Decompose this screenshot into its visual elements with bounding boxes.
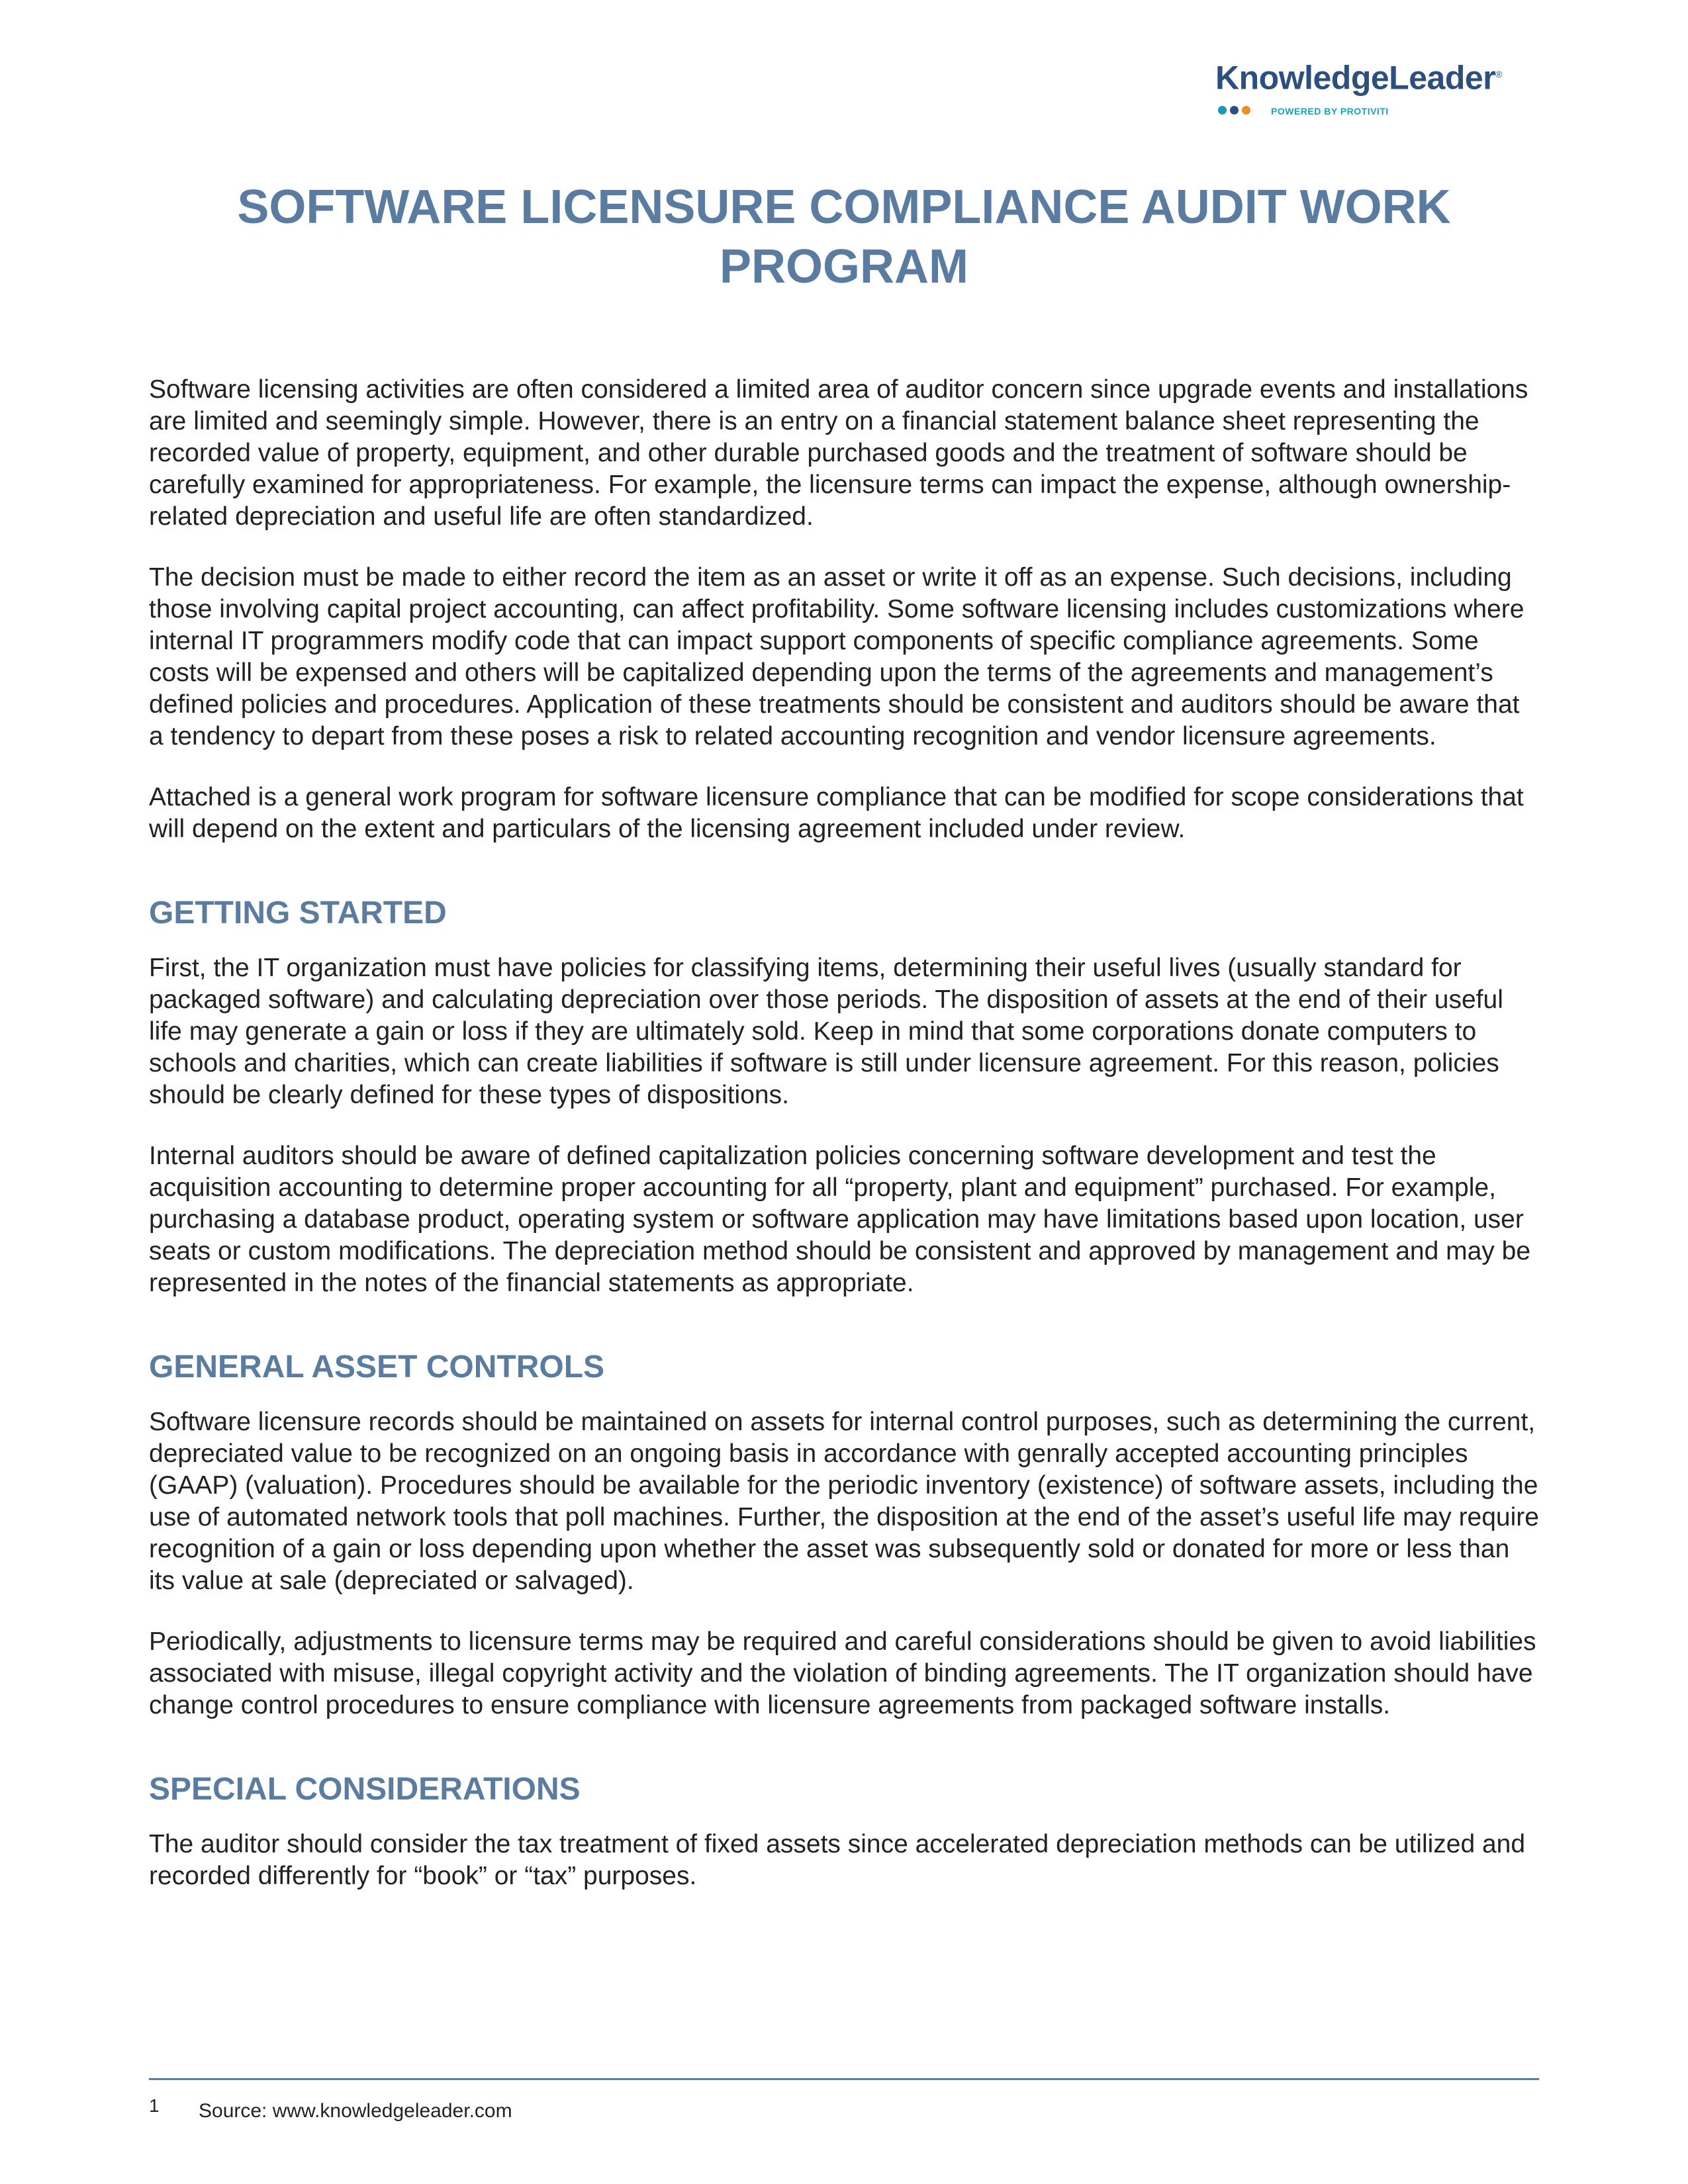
logo-wordmark: KnowledgeLeader® xyxy=(1215,59,1502,97)
intro-paragraph: The decision must be made to either record the item as an asset or write it off as an expense. Such decisions, including those involving capital project accounting, can affect profitability. Some software licensing includes customizations where internal IT programmers modify code that can impact support components of specific compliance agreements. Some costs will be expensed and others will be capitalized depending upon the terms of the agreements and management’s defined policies and procedures. Application of these treatments should be consistent and auditors should be aware that a tendency to depart from these poses a risk to related accounting recognition and vendor licensure agreements. xyxy=(149,563,1524,751)
logo-dots-icon xyxy=(1218,106,1250,116)
intro-paragraph: Attached is a general work program for software licensure compliance that can be modified for scope considerations that will depend on the extent and particulars of the licensing agreement included under review. xyxy=(149,783,1524,843)
registered-mark: ® xyxy=(1495,69,1502,79)
page-number: 1 xyxy=(149,2095,160,2116)
section-heading-general-asset-controls: GENERAL ASSET CONTROLS xyxy=(149,1349,605,1385)
footer-divider xyxy=(149,2078,1539,2080)
logo-dot-navy xyxy=(1230,106,1239,114)
knowledgeleader-logo xyxy=(1215,54,1533,127)
logo-tagline: POWERED BY PROTIVITI xyxy=(1271,106,1389,116)
section-heading-special-considerations: SPECIAL CONSIDERATIONS xyxy=(149,1772,581,1807)
intro-paragraph: Software licensing activities are often considered a limited area of auditor concern since upgrade events and installations are limited and seemingly simple. However, there is an entry on a financial statement balance sheet representing the recorded value of property, equipment, and other durable purchased goods and the treatment of software should be carefully examined for appropriateness. For example, the licensure terms can impact the expense, although ownership-related depreciation and useful life are often standardized. xyxy=(149,375,1528,531)
section-paragraph: First, the IT organization must have policies for classifying items, determining their useful lives (usually standard for packaged software) and calculating depreciation over those periods. The disposition of assets at the end of their useful life may generate a gain or loss if they are ultimately sold. Keep in mind that some corporations donate computers to schools and charities, which can create liabilities if software is still under licensure agreement. For this reason, policies should be clearly defined for these types of dispositions. xyxy=(149,954,1503,1109)
section-paragraph: Software licensure records should be maintained on assets for internal control purposes, such as determining the current, depreciated value to be recognized on an ongoing basis in accordance with genrally accepted accounting principles (GAAP) (valuation). Procedures should be available for the periodic inventory (existence) of software assets, including the use of automated network tools that poll machines. Further, the disposition at the end of the asset’s useful life may require recognition of a gain or loss depending upon whether the asset was subsequently sold or donated for more or less than its value at sale (depreciated or salvaged). xyxy=(149,1408,1539,1595)
footer-source: Source: www.knowledgeleader.com xyxy=(199,2100,512,2122)
logo-dot-orange xyxy=(1242,106,1250,114)
document-title: SOFTWARE LICENSURE COMPLIANCE AUDIT WORK PROGRAM xyxy=(237,181,1451,293)
section-paragraph: Periodically, adjustments to licensure terms may be required and careful considerations should be given to avoid liabilities associated with misuse, illegal copyright activity and the violation of binding agreements. The IT organization should have change control procedures to ensure compliance with licensure agreements from packaged software installs. xyxy=(149,1627,1536,1719)
section-paragraph: Internal auditors should be aware of defined capitalization policies concerning software development and test the acquisition accounting to determine proper accounting for all “property, plant and equipment” purchased. For example, purchasing a database product, operating system or software application may have limitations based upon location, user seats or custom modifications. The depreciation method should be consistent and approved by management and may be represented in the notes of the financial statements as appropriate. xyxy=(149,1142,1531,1297)
section-heading-getting-started: GETTING STARTED xyxy=(149,895,447,931)
section-paragraph: The auditor should consider the tax treatment of fixed assets since accelerated depreciation methods can be utilized and recorded differently for “book” or “tax” purposes. xyxy=(149,1830,1526,1890)
logo-dot-teal xyxy=(1218,106,1227,114)
document-body xyxy=(149,374,1539,1921)
